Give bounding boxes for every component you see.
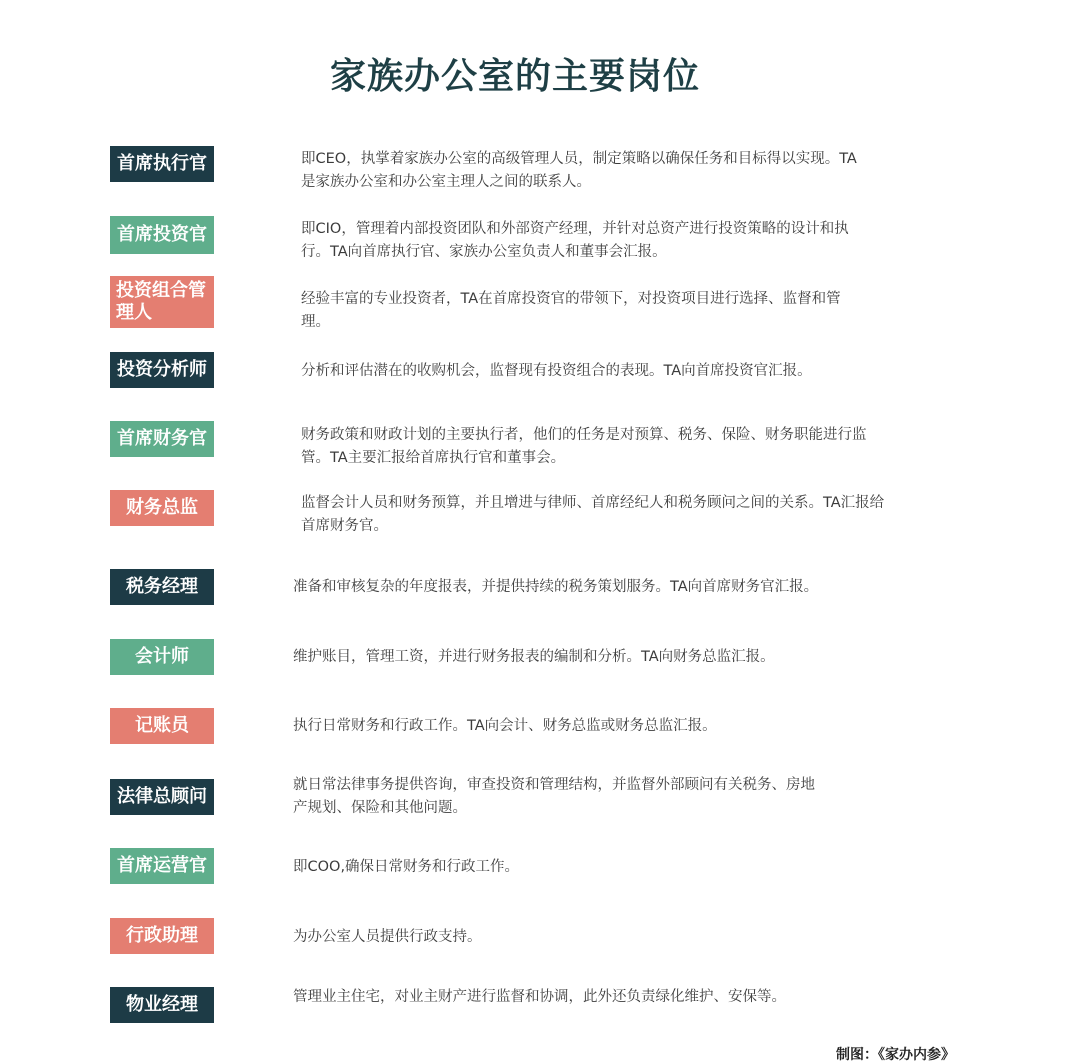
role-badge: 首席财务官 [110, 421, 214, 457]
role-badge: 投资组合管 理人 [110, 276, 214, 328]
role-description: 监督会计人员和财务预算，并且增进与律师、首席经纪人和税务顾问之间的关系。TA汇报给 首席财务官。 [301, 495, 885, 534]
role-description: 管理业主住宅，对业主财产进行监督和协调，此外还负责绿化维护、安保等。 [293, 989, 786, 1005]
role-description: 经验丰富的专业投资者，TA在首席投资官的带领下，对投资项目进行选择、监督和管 理。 [301, 291, 841, 330]
role-badge: 物业经理 [110, 987, 214, 1023]
page-title: 家族办公室的主要岗位 [329, 56, 700, 97]
role-badge: 会计师 [110, 639, 214, 675]
role-description: 财务政策和财政计划的主要执行者，他们的任务是对预算、税务、保险、财务职能进行监 管。TA主要汇报给首席执行官和董事会。 [301, 427, 867, 466]
role-badge: 法律总顾问 [110, 779, 214, 815]
role-description: 执行日常财务和行政工作。TA向会计、财务总监或财务总监汇报。 [293, 718, 717, 734]
role-badge: 税务经理 [110, 569, 214, 605]
role-description: 为办公室人员提供行政支持。 [293, 929, 482, 945]
credit-line: 制图：《家办内参》 [836, 1047, 955, 1063]
role-description: 就日常法律事务提供咨询，审查投资和管理结构，并监督外部顾问有关税务、房地 产规划、保险和其他问题。 [293, 777, 815, 816]
role-description: 维护账目，管理工资，并进行财务报表的编制和分析。TA向财务总监汇报。 [293, 649, 775, 665]
role-description: 即CIO，管理着内部投资团队和外部资产经理，并针对总资产进行投资策略的设计和执 行。TA向首席执行官、家族办公室负责人和董事会汇报。 [301, 221, 849, 260]
role-badge: 首席运营官 [110, 848, 214, 884]
role-badge: 记账员 [110, 708, 214, 744]
role-badge: 财务总监 [110, 490, 214, 526]
role-description: 即CEO，执掌着家族办公室的高级管理人员，制定策略以确保任务和目标得以实现。TA 是家族办公室和办公室主理人之间的联系人。 [301, 151, 857, 190]
role-description: 准备和审核复杂的年度报表，并提供持续的税务策划服务。TA向首席财务官汇报。 [293, 579, 819, 595]
role-badge: 首席执行官 [110, 146, 214, 182]
role-badge: 首席投资官 [110, 216, 214, 254]
role-description: 即COO,确保日常财务和行政工作。 [293, 859, 520, 875]
role-description: 分析和评估潜在的收购机会，监督现有投资组合的表现。TA向首席投资官汇报。 [301, 363, 812, 379]
role-badge: 行政助理 [110, 918, 214, 954]
role-badge: 投资分析师 [110, 352, 214, 388]
